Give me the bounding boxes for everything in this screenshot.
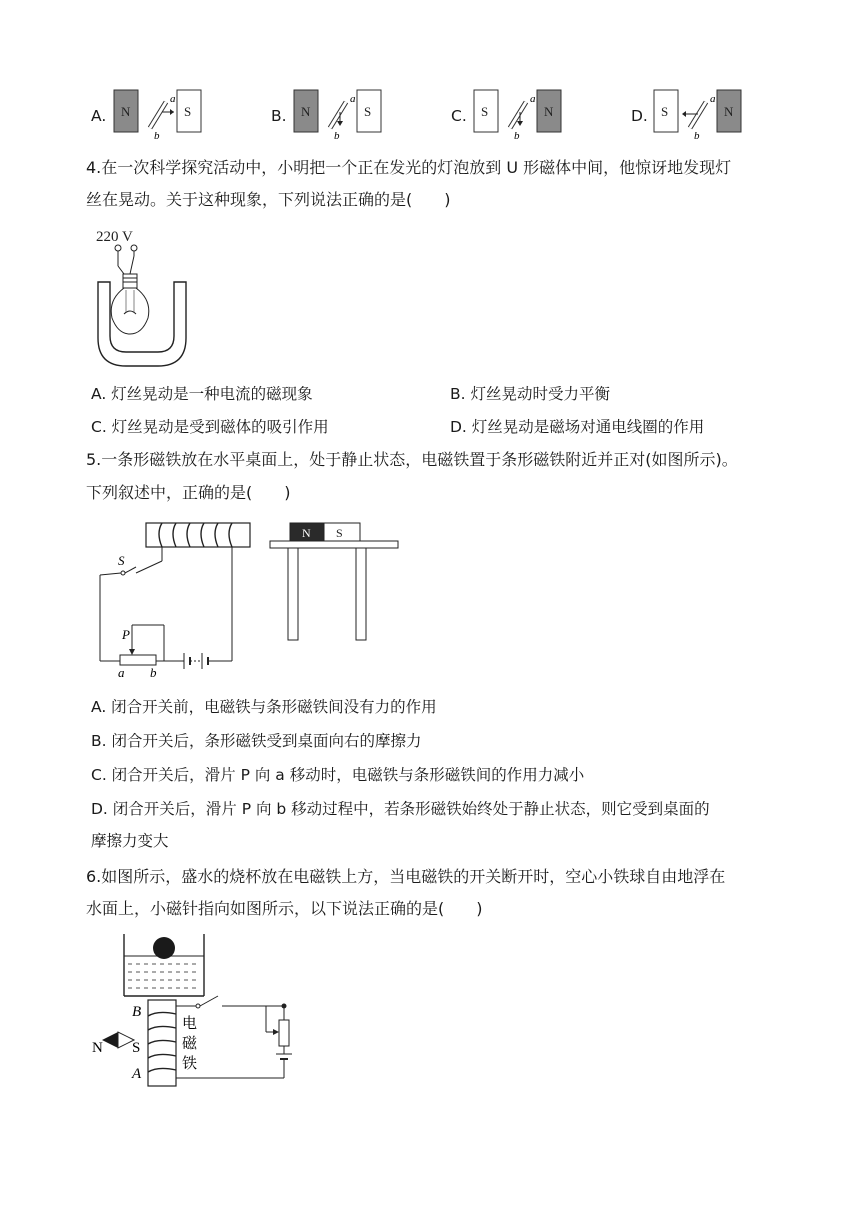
- svg-text:N: N: [121, 104, 131, 119]
- q6-stem-line2: 水面上，小磁针指向如图所示，以下说法正确的是( ): [86, 899, 483, 918]
- svg-text:a: a: [118, 665, 125, 680]
- svg-text:P: P: [122, 627, 130, 642]
- svg-text:b: b: [154, 130, 160, 140]
- svg-text:S: S: [336, 526, 343, 540]
- svg-text:N: N: [302, 526, 311, 540]
- svg-text:S: S: [184, 104, 192, 119]
- q6-stem-line1: 6.如图所示，盛水的烧杯放在电磁铁上方，当电磁铁的开关断开时，空心小铁球自由地浮在: [86, 867, 726, 886]
- q3-option-d-figure: [650, 88, 750, 140]
- svg-text:N: N: [301, 104, 311, 119]
- svg-text:N: N: [92, 1040, 103, 1056]
- q4-stem-line1: 4.在一次科学探究活动中，小明把一个正在发光的灯泡放到 U 形磁体中间，他惊讶地发现灯: [86, 158, 732, 177]
- q3-option-b-figure: [290, 88, 390, 140]
- svg-text:a: a: [710, 93, 716, 105]
- svg-text:B: B: [132, 1004, 142, 1020]
- svg-text:A: A: [132, 1066, 142, 1082]
- q3-option-a-label[interactable]: A.: [91, 107, 107, 125]
- q4-stem-line2: 丝在晃动。关于这种现象，下列说法正确的是( ): [86, 190, 451, 209]
- svg-text:S: S: [661, 104, 669, 119]
- q5-option-d-continued: 摩擦力变大: [91, 832, 169, 850]
- q6-beaker-electromagnet-figure: [88, 930, 308, 1090]
- q5-electromagnet-circuit-figure: [90, 515, 410, 685]
- q4-option-c[interactable]: C. 灯丝晃动是受到磁体的吸引作用: [91, 418, 329, 436]
- q3-option-c-figure: [470, 88, 570, 140]
- q5-option-c[interactable]: C. 闭合开关后，滑片 P 向 a 移动时，电磁铁与条形磁铁间的作用力减小: [91, 766, 585, 784]
- svg-text:220 V: 220 V: [96, 229, 133, 245]
- svg-text:b: b: [334, 130, 340, 140]
- q5-stem-line2: 下列叙述中，正确的是( ): [86, 483, 291, 502]
- q5-stem-line1: 5.一条形磁铁放在水平桌面上，处于静止状态，电磁铁置于条形磁铁附近并正对(如图所示)。: [86, 450, 738, 469]
- svg-text:S: S: [132, 1040, 141, 1056]
- svg-text:N: N: [544, 104, 554, 119]
- svg-text:S: S: [118, 553, 125, 568]
- q4-option-b[interactable]: B. 灯丝晃动时受力平衡: [450, 385, 610, 403]
- svg-text:S: S: [364, 104, 372, 119]
- q3-option-b-label[interactable]: B.: [271, 107, 287, 125]
- svg-text:S: S: [481, 104, 489, 119]
- q5-option-b[interactable]: B. 闭合开关后，条形磁铁受到桌面向右的摩擦力: [91, 732, 422, 750]
- q4-option-d[interactable]: D. 灯丝晃动是磁场对通电线圈的作用: [450, 418, 705, 436]
- q5-option-d[interactable]: D. 闭合开关后，滑片 P 向 b 移动过程中，若条形磁铁始终处于静止状态，则它受到桌面的: [91, 800, 710, 818]
- svg-text:铁: 铁: [182, 1056, 198, 1072]
- svg-text:b: b: [514, 130, 520, 140]
- svg-text:b: b: [150, 665, 157, 680]
- svg-text:磁: 磁: [182, 1036, 198, 1052]
- q4-option-a[interactable]: A. 灯丝晃动是一种电流的磁现象: [91, 385, 313, 403]
- iron-ball: [153, 937, 175, 959]
- svg-text:b: b: [694, 130, 700, 140]
- svg-text:a: a: [530, 93, 536, 105]
- svg-text:电: 电: [182, 1016, 198, 1032]
- q5-option-a[interactable]: A. 闭合开关前，电磁铁与条形磁铁间没有力的作用: [91, 698, 437, 716]
- svg-text:a: a: [170, 93, 176, 105]
- svg-text:a: a: [350, 93, 356, 105]
- q3-option-d-label[interactable]: D.: [631, 107, 648, 125]
- svg-text:N: N: [724, 104, 734, 119]
- q3-option-a-figure: [110, 88, 210, 140]
- q4-lightbulb-u-magnet-figure: [90, 226, 190, 374]
- q3-option-c-label[interactable]: C.: [451, 107, 467, 125]
